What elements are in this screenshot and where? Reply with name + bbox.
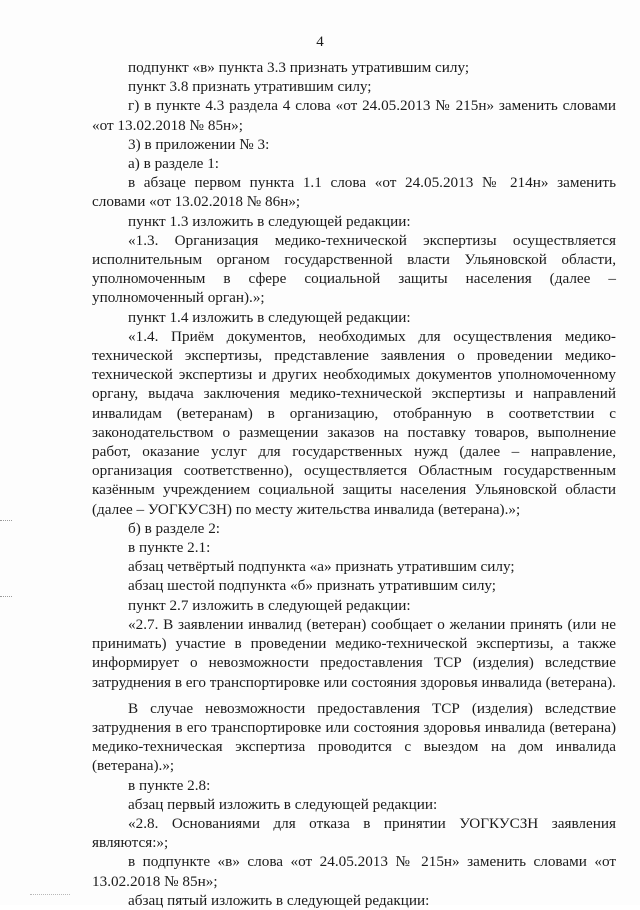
paragraph: г) в пункте 4.3 раздела 4 слова «от 24.05.2013 № 215н» заменить словами «от 13.02.2018 № 85н»; (92, 97, 616, 134)
paragraph: абзац шестой подпункта «б» признать утратившим силу; (128, 577, 497, 595)
paragraph: в подпункте «в» слова «от 24.05.2013 № 215н» заменить словами «от 13.02.2018 № 85н»; (92, 853, 616, 890)
paragraph: в пункте 2.1: (128, 539, 211, 557)
scan-artifact (0, 520, 12, 522)
paragraph: подпункт «в» пункта 3.3 признать утратившим силу; (128, 59, 470, 76)
paragraph: пункт 2.7 изложить в следующей редакции: (128, 596, 411, 614)
paragraph: абзац первый изложить в следующей редакции: (128, 795, 438, 813)
scan-artifact (0, 596, 12, 598)
page-number: 4 (316, 34, 324, 50)
paragraph: в пункте 2.8: (128, 776, 211, 794)
paragraph: пункт 3.8 признать утратившим силу; (128, 78, 372, 96)
scan-artifact (30, 894, 70, 895)
document-body (92, 58, 616, 910)
paragraph: «1.4. Приём документов, необходимых для осуществления медико-технической экспертизы, представление заявления о проведении медико-технической экспертизы и других необходимых документов уполномоченному органу, выдача заключения медико-технической экспертизы и направлений инвалидам (ветеранам) в организацию, отобранную в соответствии с законодательством о размещении заказов на поставку товаров, выполнение работ, оказание услуг для государственных нужд (далее – направление, организация соответственно), осуществляется Областным государственным казённым учреждением социальной защиты населения Ульяновской области (далее – УОГКУСЗН) по месту жительства инвалида (ветерана).»; (92, 327, 616, 518)
paragraph: а) в разделе 1: (128, 155, 220, 173)
paragraph: «2.8. Основаниями для отказа в принятии УОГКУСЗН заявления являются:»; (92, 814, 616, 852)
paragraph: 3) в приложении № 3: (128, 135, 270, 153)
paragraph: абзац четвёртый подпункта «а» признать утратившим силу; (128, 558, 515, 576)
paragraph: пункт 1.3 изложить в следующей редакции: (128, 212, 411, 230)
paragraph: «1.3. Организация медико-технической экспертизы осуществляется исполнительным органом государственной власти Ульяновской области, уполномоченным в сфере социальной защиты населения (далее – уполномоченный орган).»; (92, 231, 616, 307)
paragraph: в абзаце первом пункта 1.1 слова «от 24.05.2013 № 214н» заменить словами «от 13.02.2018 № 86н»; (92, 174, 616, 211)
paragraph: пункт 1.4 изложить в следующей редакции: (128, 308, 411, 326)
paragraph: В случае невозможности предоставления ТСР (изделия) вследствие затруднения в его транспортировке или состояния здоровья инвалида (ветерана) медико-техническая экспертиза проводится с выездом на дом инвалида (ветерана).»; (92, 699, 616, 775)
paragraph: «2.7. В заявлении инвалид (ветеран) сообщает о желании принять (или не принимать) участие в проведении медико-технической экспертизы, а также информирует о невозможности предоставления ТСР (изделия) вследствие затруднения в его транспортировке или состояния здоровья инвалида (ветерана). (92, 615, 616, 691)
paragraph: абзац пятый изложить в следующей редакции: (128, 891, 430, 909)
paragraph: б) в разделе 2: (128, 519, 221, 537)
